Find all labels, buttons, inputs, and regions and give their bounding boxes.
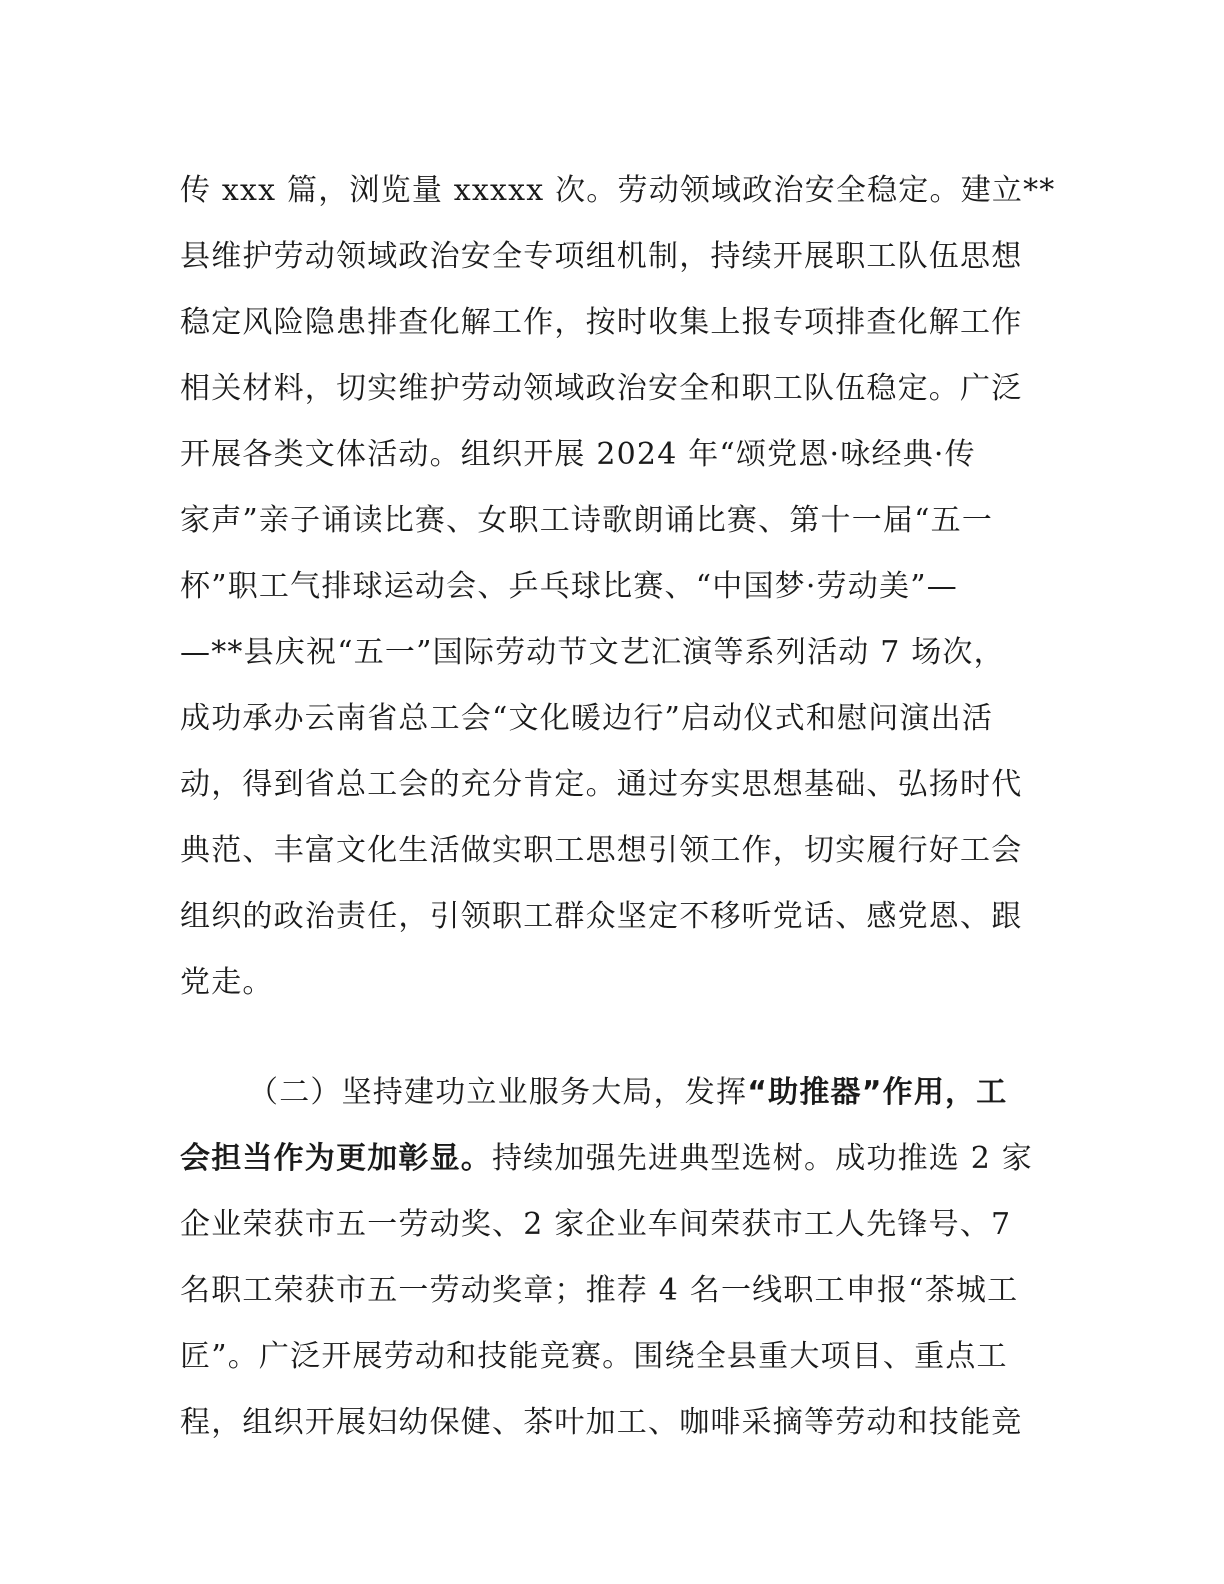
paragraph-1-line: 杯”职工气排球运动会、乒乓球比赛、“中国梦·劳动美”— bbox=[180, 569, 958, 604]
paragraph-1-line: 传 xxx 篇，浏览量 xxxxx 次。劳动领域政治安全稳定。建立** bbox=[180, 173, 1056, 208]
section-heading-bold-end: 会担当作为更加彰显。 bbox=[180, 1141, 492, 1176]
paragraph-1-line: 家声”亲子诵读比赛、女职工诗歌朗诵比赛、第十一届“五一 bbox=[180, 503, 994, 538]
document-body bbox=[180, 158, 1056, 1456]
paragraph-1-line: 稳定风险隐患排查化解工作，按时收集上报专项排查化解工作 bbox=[180, 305, 1023, 340]
paragraph-1-line: 县维护劳动领域政治安全专项组机制，持续开展职工队伍思想 bbox=[180, 239, 1023, 274]
paragraph-2-text: 持续加强先进典型选树。成功推选 2 家 bbox=[492, 1141, 1033, 1176]
section-heading-line bbox=[180, 1060, 1040, 1126]
paragraph-2-line: 匠”。广泛开展劳动和技能竞赛。围绕全县重大项目、重点工 bbox=[180, 1339, 1008, 1374]
paragraph-gap bbox=[180, 1016, 1040, 1060]
section-heading-bold: “助推器”作用，工 bbox=[747, 1075, 1008, 1110]
paragraph-1-line: 组织的政治责任，引领职工群众坚定不移听党话、感党恩、跟 bbox=[180, 899, 1023, 934]
paragraph-1-line: 典范、丰富文化生活做实职工思想引领工作，切实履行好工会 bbox=[180, 833, 1023, 868]
paragraph-2-line: 名职工荣获市五一劳动奖章；推荐 4 名一线职工申报“茶城工 bbox=[180, 1273, 1019, 1308]
paragraph-1-line: 成功承办云南省总工会“文化暖边行”启动仪式和慰问演出活 bbox=[180, 701, 994, 736]
section-heading-line-2 bbox=[180, 1126, 1040, 1192]
paragraph-2-line: 企业荣获市五一劳动奖、2 家企业车间荣获市工人先锋号、7 bbox=[180, 1207, 1012, 1242]
paragraph-1-line: 党走。 bbox=[180, 965, 274, 1000]
paragraph-1-line: 相关材料，切实维护劳动领域政治安全和职工队伍稳定。广泛 bbox=[180, 371, 1023, 406]
paragraph-1-line: —**县庆祝“五一”国际劳动节文艺汇演等系列活动 7 场次， bbox=[180, 635, 1005, 670]
paragraph-1-line: 开展各类文体活动。组织开展 2024 年“颂党恩·咏经典·传 bbox=[180, 437, 976, 472]
paragraph-2-line: 程，组织开展妇幼保健、茶叶加工、咖啡采摘等劳动和技能竞 bbox=[180, 1405, 1023, 1440]
section-heading-lead: （二）坚持建功立业服务大局，发挥 bbox=[248, 1075, 748, 1110]
paragraph-1-line: 动，得到省总工会的充分肯定。通过夯实思想基础、弘扬时代 bbox=[180, 767, 1023, 802]
